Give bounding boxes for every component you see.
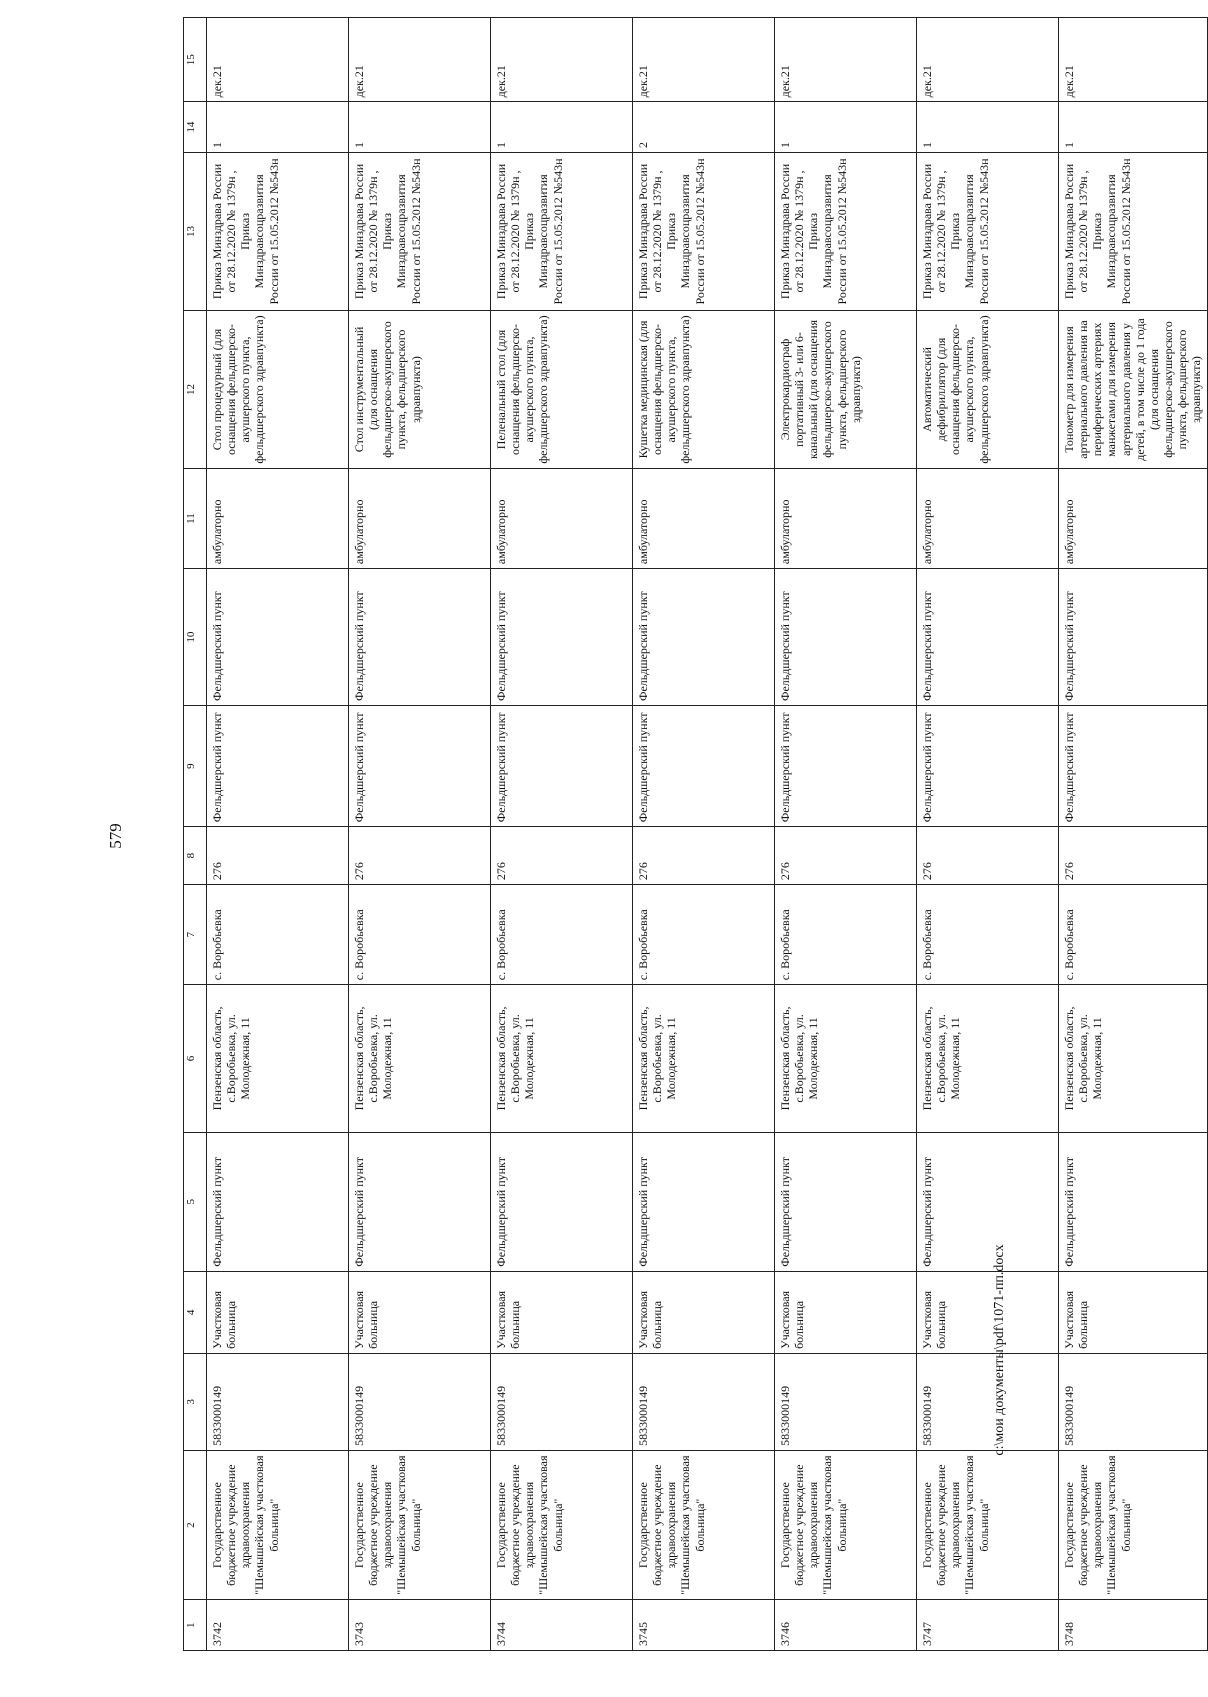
cell-row-number: 3747 bbox=[917, 1600, 1059, 1651]
cell-settlement: с. Воробьевка bbox=[917, 885, 1059, 985]
cell-facility-type: Участковая больница bbox=[633, 1271, 775, 1353]
table-row bbox=[775, 18, 917, 1651]
cell-unit: Фельдшерский пункт bbox=[775, 1132, 917, 1271]
cell-code: 276 bbox=[491, 827, 633, 885]
file-path-footer: c:\мои документы\pdf\1071-пп.docx bbox=[992, 1244, 1007, 1456]
cell-department: Фельдшерский пункт bbox=[491, 569, 633, 706]
cell-address: Пензенская область, с.Воробьевка, ул. Молодежная, 11 bbox=[491, 985, 633, 1132]
cell-equipment: Стол процедурный (для оснащения фельдшерско-акушерского пункта, фельдшерского здравпункта) bbox=[207, 310, 349, 468]
cell-care-mode: амбулаторно bbox=[207, 469, 349, 569]
column-header: 11 bbox=[184, 469, 207, 569]
cell-facility-type: Участковая больница bbox=[775, 1271, 917, 1353]
cell-settlement: с. Воробьевка bbox=[775, 885, 917, 985]
cell-organization: Государственное бюджетное учреждение здравоохранения "Шемышейская участковая больница" bbox=[1059, 1450, 1208, 1600]
cell-code: 276 bbox=[349, 827, 491, 885]
cell-inn: 5833000149 bbox=[207, 1353, 349, 1450]
column-header: 7 bbox=[184, 885, 207, 985]
cell-organization: Государственное бюджетное учреждение здравоохранения "Шемышейская участковая больница" bbox=[917, 1450, 1059, 1600]
cell-facility-type: Участковая больница bbox=[207, 1271, 349, 1353]
column-header: 1 bbox=[184, 1600, 207, 1651]
cell-order: Приказ Минздрава России от 28.12.2020 № 1379н , Приказ Минздравсоцразвития России от 15.05.2012 №543н bbox=[917, 152, 1059, 310]
cell-order: Приказ Минздрава России от 28.12.2020 № 1379н , Приказ Минздравсоцразвития России от 15.05.2012 №543н bbox=[349, 152, 491, 310]
cell-point-type: Фельдшерский пункт bbox=[917, 706, 1059, 827]
cell-facility-type: Участковая больница bbox=[917, 1271, 1059, 1353]
cell-quantity: 1 bbox=[349, 102, 491, 153]
cell-point-type: Фельдшерский пункт bbox=[633, 706, 775, 827]
column-header: 2 bbox=[184, 1450, 207, 1600]
cell-unit: Фельдшерский пункт bbox=[633, 1132, 775, 1271]
cell-organization: Государственное бюджетное учреждение здравоохранения "Шемышейская участковая больница" bbox=[633, 1450, 775, 1600]
cell-date: дек.21 bbox=[491, 18, 633, 102]
cell-row-number: 3744 bbox=[491, 1600, 633, 1651]
cell-settlement: с. Воробьевка bbox=[1059, 885, 1208, 985]
cell-address: Пензенская область, с.Воробьевка, ул. Молодежная, 11 bbox=[207, 985, 349, 1132]
cell-inn: 5833000149 bbox=[775, 1353, 917, 1450]
cell-code: 276 bbox=[207, 827, 349, 885]
cell-quantity: 1 bbox=[207, 102, 349, 153]
cell-code: 276 bbox=[917, 827, 1059, 885]
column-header: 3 bbox=[184, 1353, 207, 1450]
cell-organization: Государственное бюджетное учреждение здравоохранения "Шемышейская участковая больница" bbox=[775, 1450, 917, 1600]
column-header: 5 bbox=[184, 1132, 207, 1271]
column-header: 14 bbox=[184, 102, 207, 153]
cell-equipment: Кушетка медицинская (для оснащения фельдшерско-акушерского пункта, фельдшерского здравпункта) bbox=[633, 310, 775, 468]
cell-settlement: с. Воробьевка bbox=[633, 885, 775, 985]
table-row bbox=[491, 18, 633, 1651]
cell-care-mode: амбулаторно bbox=[917, 469, 1059, 569]
cell-code: 276 bbox=[1059, 827, 1208, 885]
column-header: 13 bbox=[184, 152, 207, 310]
cell-point-type: Фельдшерский пункт bbox=[775, 706, 917, 827]
cell-settlement: с. Воробьевка bbox=[491, 885, 633, 985]
cell-order: Приказ Минздрава России от 28.12.2020 № 1379н , Приказ Минздравсоцразвития России от 15.05.2012 №543н bbox=[633, 152, 775, 310]
cell-order: Приказ Минздрава России от 28.12.2020 № 1379н , Приказ Минздравсоцразвития России от 15.05.2012 №543н bbox=[1059, 152, 1208, 310]
cell-code: 276 bbox=[775, 827, 917, 885]
cell-inn: 5833000149 bbox=[1059, 1353, 1208, 1450]
cell-row-number: 3743 bbox=[349, 1600, 491, 1651]
cell-unit: Фельдшерский пункт bbox=[491, 1132, 633, 1271]
cell-facility-type: Участковая больница bbox=[491, 1271, 633, 1353]
cell-equipment: Электрокардиограф портативный 3- или 6-канальный (для оснащения фельдшерско-акушерского пункта, фельдшерского здравпункта) bbox=[775, 310, 917, 468]
cell-address: Пензенская область, с.Воробьевка, ул. Молодежная, 11 bbox=[1059, 985, 1208, 1132]
cell-code: 276 bbox=[633, 827, 775, 885]
cell-department: Фельдшерский пункт bbox=[1059, 569, 1208, 706]
cell-equipment: Пеленальный стол (для оснащения фельдшерско-акушерского пункта, фельдшерского здравпункта) bbox=[491, 310, 633, 468]
cell-department: Фельдшерский пункт bbox=[349, 569, 491, 706]
cell-care-mode: амбулаторно bbox=[775, 469, 917, 569]
cell-quantity: 2 bbox=[633, 102, 775, 153]
cell-date: дек.21 bbox=[207, 18, 349, 102]
document-table-container bbox=[183, 17, 1203, 1651]
cell-order: Приказ Минздрава России от 28.12.2020 № 1379н , Приказ Минздравсоцразвития России от 15.05.2012 №543н bbox=[775, 152, 917, 310]
cell-address: Пензенская область, с.Воробьевка, ул. Молодежная, 11 bbox=[349, 985, 491, 1132]
cell-facility-type: Участковая больница bbox=[1059, 1271, 1208, 1353]
cell-point-type: Фельдшерский пункт bbox=[207, 706, 349, 827]
cell-unit: Фельдшерский пункт bbox=[1059, 1132, 1208, 1271]
cell-care-mode: амбулаторно bbox=[349, 469, 491, 569]
cell-care-mode: амбулаторно bbox=[491, 469, 633, 569]
document-table bbox=[183, 17, 1208, 1651]
cell-settlement: с. Воробьевка bbox=[349, 885, 491, 985]
cell-date: дек.21 bbox=[633, 18, 775, 102]
cell-quantity: 1 bbox=[1059, 102, 1208, 153]
cell-date: дек.21 bbox=[1059, 18, 1208, 102]
cell-inn: 5833000149 bbox=[349, 1353, 491, 1450]
column-header: 9 bbox=[184, 706, 207, 827]
cell-equipment: Стол инструментальный (для оснащения фельдшерско-акушерского пункта, фельдшерского здравпункта) bbox=[349, 310, 491, 468]
table-row bbox=[917, 18, 1059, 1651]
cell-address: Пензенская область, с.Воробьевка, ул. Молодежная, 11 bbox=[633, 985, 775, 1132]
cell-department: Фельдшерский пункт bbox=[633, 569, 775, 706]
cell-department: Фельдшерский пункт bbox=[775, 569, 917, 706]
cell-department: Фельдшерский пункт bbox=[207, 569, 349, 706]
cell-department: Фельдшерский пункт bbox=[917, 569, 1059, 706]
cell-quantity: 1 bbox=[775, 102, 917, 153]
cell-unit: Фельдшерский пункт bbox=[917, 1132, 1059, 1271]
cell-date: дек.21 bbox=[917, 18, 1059, 102]
cell-row-number: 3746 bbox=[775, 1600, 917, 1651]
cell-organization: Государственное бюджетное учреждение здравоохранения "Шемышейская участковая больница" bbox=[349, 1450, 491, 1600]
cell-quantity: 1 bbox=[491, 102, 633, 153]
cell-row-number: 3742 bbox=[207, 1600, 349, 1651]
cell-equipment: Тонометр для измерения артериального давления на периферических артериях манжетами для измерения артериального давления у детей, в том числе до 1 года (для оснащения фельдшерско-акушерского пункта, фельдшерского здравпункта) bbox=[1059, 310, 1208, 468]
cell-equipment: Автоматический дефибриллятор (для оснащения фельдшерско-акушерского пункта, фельдшерского здравпункта) bbox=[917, 310, 1059, 468]
cell-inn: 5833000149 bbox=[917, 1353, 1059, 1450]
column-header: 6 bbox=[184, 985, 207, 1132]
cell-row-number: 3745 bbox=[633, 1600, 775, 1651]
cell-unit: Фельдшерский пункт bbox=[349, 1132, 491, 1271]
cell-inn: 5833000149 bbox=[633, 1353, 775, 1450]
cell-order: Приказ Минздрава России от 28.12.2020 № 1379н , Приказ Минздравсоцразвития России от 15.05.2012 №543н bbox=[491, 152, 633, 310]
cell-organization: Государственное бюджетное учреждение здравоохранения "Шемышейская участковая больница" bbox=[207, 1450, 349, 1600]
cell-address: Пензенская область, с.Воробьевка, ул. Молодежная, 11 bbox=[775, 985, 917, 1132]
cell-quantity: 1 bbox=[917, 102, 1059, 153]
cell-point-type: Фельдшерский пункт bbox=[491, 706, 633, 827]
cell-care-mode: амбулаторно bbox=[1059, 469, 1208, 569]
cell-order: Приказ Минздрава России от 28.12.2020 № 1379н , Приказ Минздравсоцразвития России от 15.05.2012 №543н bbox=[207, 152, 349, 310]
cell-point-type: Фельдшерский пункт bbox=[349, 706, 491, 827]
page-number: 579 bbox=[106, 823, 125, 849]
column-header: 4 bbox=[184, 1271, 207, 1353]
cell-date: дек.21 bbox=[349, 18, 491, 102]
cell-facility-type: Участковая больница bbox=[349, 1271, 491, 1353]
table-header-row bbox=[184, 18, 207, 1651]
cell-unit: Фельдшерский пункт bbox=[207, 1132, 349, 1271]
cell-organization: Государственное бюджетное учреждение здравоохранения "Шемышейская участковая больница" bbox=[491, 1450, 633, 1600]
table-row bbox=[207, 18, 349, 1651]
table-row bbox=[1059, 18, 1208, 1651]
cell-inn: 5833000149 bbox=[491, 1353, 633, 1450]
table-row bbox=[349, 18, 491, 1651]
cell-settlement: с. Воробьевка bbox=[207, 885, 349, 985]
column-header: 12 bbox=[184, 310, 207, 468]
cell-row-number: 3748 bbox=[1059, 1600, 1208, 1651]
column-header: 8 bbox=[184, 827, 207, 885]
cell-date: дек.21 bbox=[775, 18, 917, 102]
column-header: 10 bbox=[184, 569, 207, 706]
column-header: 15 bbox=[184, 18, 207, 102]
table-row bbox=[633, 18, 775, 1651]
cell-care-mode: амбулаторно bbox=[633, 469, 775, 569]
cell-point-type: Фельдшерский пункт bbox=[1059, 706, 1208, 827]
cell-address: Пензенская область, с.Воробьевка, ул. Молодежная, 11 bbox=[917, 985, 1059, 1132]
